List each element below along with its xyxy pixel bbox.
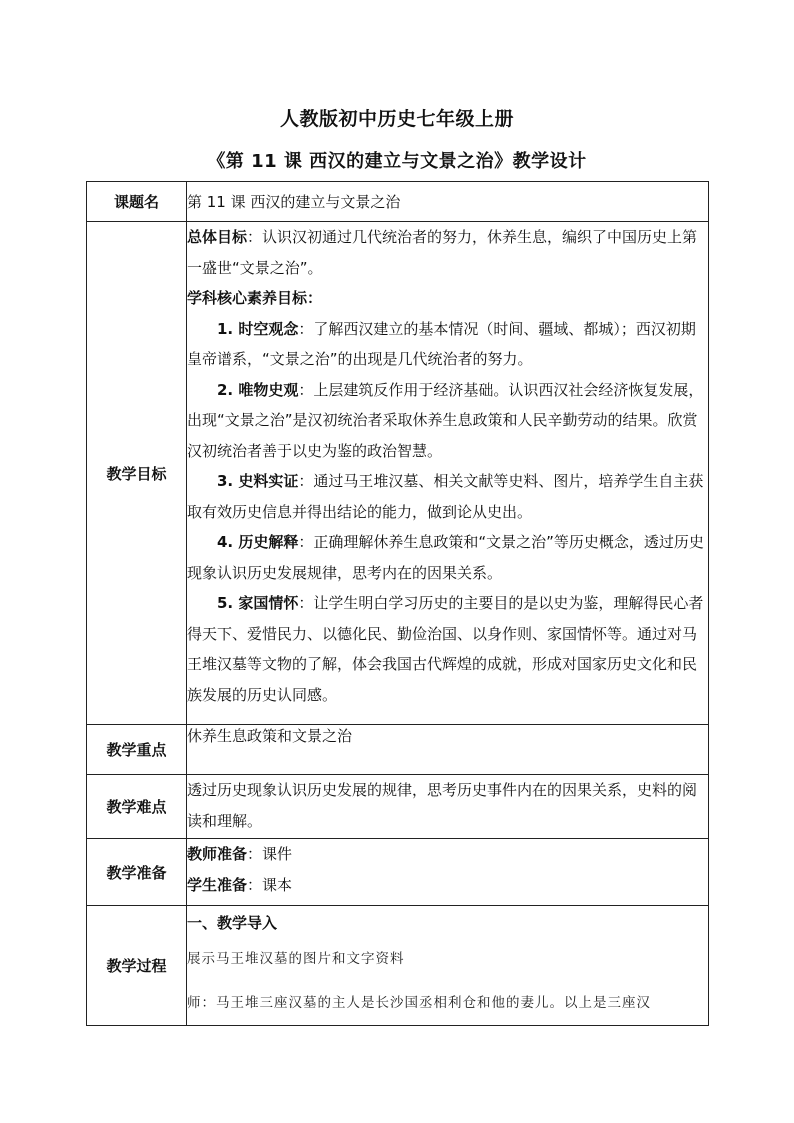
goal-item-5 <box>187 588 708 710</box>
lesson-plan-table <box>86 181 709 1026</box>
preparation-content <box>187 839 709 906</box>
difficulties-value: 透过历史现象认识历史发展的规律，思考历史事件内在的因果关系，史料的阅读和理解。 <box>187 775 709 839</box>
goal-item-text: ：正确理解休养生息政策和“文景之治”等历史概念，透过历史现象认识历史发展规律，思考内在的因果关系。 <box>187 533 704 582</box>
goal-item-3 <box>187 466 708 527</box>
goal-item-text: ：通过马王堆汉墓、相关文献等史料、图片，培养学生自主获取有效历史信息并得出结论的能力，做到论从史出。 <box>187 472 704 521</box>
teacher-preparation-label: 教师准备 <box>187 845 248 863</box>
key-points-value: 休养生息政策和文景之治 <box>187 725 709 775</box>
goal-item-4 <box>187 527 708 588</box>
student-preparation-label: 学生准备 <box>187 875 248 894</box>
row-label-key-points: 教学重点 <box>87 725 187 775</box>
row-label-goals: 教学目标 <box>87 222 187 725</box>
student-preparation-value: ：课本 <box>247 875 293 894</box>
goal-item-text: ：上层建筑反作用于经济基础。认识西汉社会经济恢复发展，出现“文景之治”是汉初统治者采取休养生息政策和人民辛勤劳动的结果。欣赏汉初统治者善于以史为鉴的政治智慧。 <box>187 380 704 460</box>
student-preparation <box>187 870 708 901</box>
overall-goal <box>187 222 708 283</box>
table-row-preparation <box>87 839 709 906</box>
row-label-difficulties: 教学难点 <box>87 775 187 839</box>
process-line-2: 师：马王堆三座汉墓的主人是长沙国丞相利仓和他的妻儿。以上是三座汉 <box>187 994 651 1011</box>
goal-item-label: 1. 时空观念 <box>217 319 299 338</box>
goals-content <box>187 222 709 725</box>
table-row-process <box>87 906 709 1026</box>
goal-item-text: ：让学生明白学习历史的主要目的是以史为鉴，理解得民心者得天下、爱惜民力、以德化民、勤俭治国、以身作则、家国情怀等。通过对马王堆汉墓等文物的了解，体会我国古代辉煌的成就，形成对国家历史文化和民族发展的历史认同感。 <box>187 594 704 704</box>
goal-item-label: 4. 历史解释 <box>217 533 299 551</box>
row-label-preparation: 教学准备 <box>87 839 187 906</box>
topic-value: 第 11 课 西汉的建立与文景之治 <box>187 182 709 222</box>
process-section-heading: 一、教学导入 <box>187 914 278 932</box>
goal-item-2 <box>187 375 708 467</box>
document-subtitle: 《第 11 课 西汉的建立与文景之治》教学设计 <box>207 151 587 172</box>
table-row-topic <box>87 182 709 222</box>
table-row-goals <box>87 222 709 725</box>
teacher-preparation <box>187 839 708 870</box>
goal-item-1 <box>187 314 708 375</box>
document-title: 人教版初中历史七年级上册 <box>279 108 514 130</box>
row-label-process: 教学过程 <box>87 906 187 1026</box>
goal-item-label: 2. 唯物史观 <box>217 380 299 399</box>
teacher-preparation-value: ：课件 <box>247 845 293 863</box>
row-label-topic: 课题名 <box>87 182 187 222</box>
goal-item-label: 5. 家国情怀 <box>217 594 299 612</box>
goal-item-text: ：了解西汉建立的基本情况（时间、疆域、都城）；西汉初期皇帝谱系，“文景之治”的出现是几代统治者的努力。 <box>187 319 696 368</box>
goal-item-label: 3. 史料实证 <box>217 472 299 490</box>
overall-goal-text: ：认识汉初通过几代统治者的努力，休养生息，编织了中国历史上第一盛世“文景之治”。 <box>187 228 698 277</box>
process-line-1: 展示马王堆汉墓的图片和文字资料 <box>187 950 405 967</box>
process-content <box>187 906 709 1026</box>
overall-goal-label: 总体目标 <box>187 228 248 246</box>
table-row-key-points <box>87 725 709 775</box>
core-competency-heading: 学科核心素养目标： <box>187 289 323 307</box>
table-row-difficulties <box>87 775 709 839</box>
